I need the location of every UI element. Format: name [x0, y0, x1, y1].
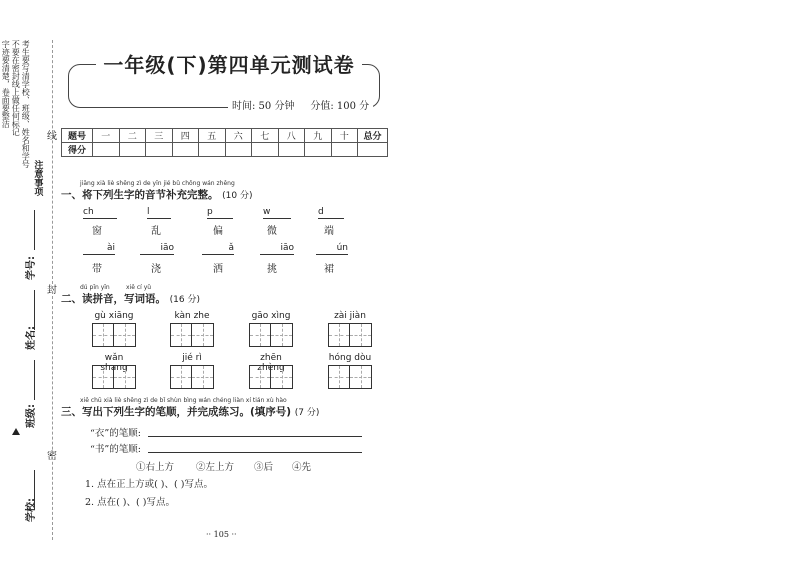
notice-col2: 不要在密封线上做任何标记	[11, 40, 21, 136]
section3-title	[61, 404, 319, 419]
score-input-cell[interactable]	[172, 143, 199, 157]
initial-text: l	[147, 207, 150, 217]
section1-title	[61, 187, 253, 202]
binding-dashed-line	[52, 40, 53, 540]
section3-points: (7 分)	[294, 408, 320, 418]
score-cell: 一	[93, 129, 120, 143]
score-cell: 九	[305, 129, 332, 143]
initial-text: ch	[83, 207, 94, 217]
char: 端	[324, 226, 334, 237]
question-1: 1. 点在正上方或( )、( )写点。	[85, 479, 213, 490]
section2-pinyin-b: xiě cí yǔ	[126, 284, 152, 291]
page-dot-right: ··	[228, 530, 237, 539]
page-dot-left: ··	[206, 530, 214, 539]
word-pinyin: zài jiàn	[334, 311, 366, 321]
writing-grid[interactable]	[170, 365, 214, 389]
score-input-cell[interactable]	[358, 143, 388, 157]
final-blank[interactable]	[316, 243, 348, 255]
score-input-cell[interactable]	[225, 143, 252, 157]
stroke-order-shu-label: “书”的笔顺:	[90, 444, 141, 455]
char: 洒	[213, 264, 223, 275]
final-text: iāo	[280, 243, 294, 253]
section2-points: (16 分)	[169, 295, 200, 305]
notice-label: 注意事项	[32, 160, 43, 196]
char: 挑	[267, 264, 277, 275]
name-underline	[34, 290, 35, 330]
exam-time: 时间: 50 分钟	[232, 101, 295, 112]
initial-text: p	[207, 207, 213, 217]
stroke-order-yi-label: “衣”的笔顺:	[90, 428, 141, 439]
writing-grid[interactable]	[328, 365, 372, 389]
final-blank[interactable]	[140, 243, 174, 255]
word-pinyin: hóng dòu	[328, 353, 372, 363]
section1-points: (10 分)	[222, 191, 253, 201]
page-number-text: 105	[213, 530, 229, 539]
word-pinyin: gù xiāng	[94, 311, 134, 321]
id-label: 学号:	[26, 256, 37, 280]
page-title: 一年级(下)第四单元测试卷	[96, 49, 362, 81]
score-input-cell[interactable]	[93, 143, 120, 157]
section1-title-text: 一、将下列生字的音节补充完整。	[61, 189, 219, 201]
final-blank[interactable]	[202, 243, 234, 255]
initial-text: w	[263, 207, 271, 217]
seal-bottom-label: 密	[44, 450, 56, 460]
class-label: 班级:	[26, 404, 37, 428]
score-input-cell[interactable]	[331, 143, 358, 157]
word-pinyin: zhēn zhèng	[257, 353, 285, 373]
score-cell: 八	[278, 129, 305, 143]
section3-title-text: 三、写出下列生字的笔顺，并完成练习。(填序号)	[61, 406, 292, 418]
final-text: iāo	[160, 243, 174, 253]
char: 窗	[92, 226, 102, 237]
score-cell: 六	[225, 129, 252, 143]
score-input-cell[interactable]	[278, 143, 305, 157]
option-2: ②左上方	[196, 462, 235, 473]
final-text: ún	[336, 243, 348, 253]
section2-title	[61, 291, 200, 306]
initial-blank[interactable]	[207, 207, 233, 219]
score-input-cell[interactable]	[119, 143, 146, 157]
final-blank[interactable]	[83, 243, 115, 255]
option-4: ④先	[292, 462, 312, 473]
notice-col1: 考生要写清学校、班级、姓名和学号	[21, 40, 31, 168]
score-input-cell[interactable]	[146, 143, 173, 157]
exam-score: 分值: 100 分	[310, 101, 370, 112]
stroke-order-shu-answer[interactable]	[148, 452, 362, 453]
score-table-header-row	[62, 129, 388, 143]
writing-grid[interactable]	[92, 323, 136, 347]
initial-text: d	[318, 207, 324, 217]
score-cell: 题号	[62, 129, 93, 143]
notice-col3: 字迹要清楚，卷面要整洁	[1, 40, 11, 128]
score-cell: 五	[199, 129, 226, 143]
initial-blank[interactable]	[263, 207, 291, 219]
school-underline	[34, 470, 35, 510]
option-3: ③后	[254, 462, 274, 473]
class-underline	[34, 360, 35, 400]
writing-grid[interactable]	[249, 365, 293, 389]
word-pinyin: jié rì	[182, 353, 202, 363]
char: 偏	[213, 226, 223, 237]
initial-blank[interactable]	[83, 207, 117, 219]
score-input-cell[interactable]	[252, 143, 279, 157]
initial-blank[interactable]	[147, 207, 171, 219]
option-1: ①右上方	[136, 462, 175, 473]
score-row-label: 得分	[62, 143, 93, 157]
writing-grid[interactable]	[249, 323, 293, 347]
score-cell: 二	[119, 129, 146, 143]
section1-pinyin: jiāng xià liè shēng zì de yīn jié bǔ chōng wán zhěng	[80, 180, 235, 187]
score-cell: 十	[331, 129, 358, 143]
final-text: ài	[106, 243, 115, 253]
school-label: 学校:	[26, 498, 37, 522]
writing-grid[interactable]	[170, 323, 214, 347]
section2-pinyin-a: dú pīn yīn	[80, 284, 110, 291]
char: 微	[267, 226, 277, 237]
page-number	[206, 530, 237, 539]
word-pinyin: kàn zhe	[174, 311, 210, 321]
name-label: 姓名:	[26, 326, 37, 350]
score-input-cell[interactable]	[305, 143, 332, 157]
score-cell: 四	[172, 129, 199, 143]
score-table-score-row	[62, 143, 388, 157]
char: 裙	[324, 264, 334, 275]
id-underline	[34, 210, 35, 250]
char: 浇	[151, 264, 161, 275]
score-table	[61, 128, 388, 157]
score-cell: 总分	[358, 129, 388, 143]
section3-pinyin: xiě chū xià liè shēng zì de bǐ shùn bìng wán chéng liàn xí tián xù hào	[80, 397, 287, 404]
score-cell: 七	[252, 129, 279, 143]
final-blank[interactable]	[260, 243, 294, 255]
word-pinyin: gāo xìng	[251, 311, 291, 321]
score-input-cell[interactable]	[199, 143, 226, 157]
word-pinyin: wǎn shang	[100, 353, 128, 373]
final-text: ǎ	[228, 243, 234, 253]
char: 带	[92, 264, 102, 275]
seal-line-label: 线	[44, 130, 56, 140]
triangle-marker-icon	[12, 428, 20, 435]
stroke-order-yi-answer[interactable]	[148, 436, 362, 437]
initial-blank[interactable]	[318, 207, 344, 219]
score-cell: 三	[146, 129, 173, 143]
char: 乱	[151, 226, 161, 237]
exam-meta	[228, 97, 373, 112]
writing-grid[interactable]	[92, 365, 136, 389]
section2-title-text: 二、读拼音，写词语。	[61, 293, 166, 305]
seal-mid-label: 封	[44, 284, 56, 294]
writing-grid[interactable]	[328, 323, 372, 347]
question-2: 2. 点在( )、( )写点。	[85, 497, 175, 508]
